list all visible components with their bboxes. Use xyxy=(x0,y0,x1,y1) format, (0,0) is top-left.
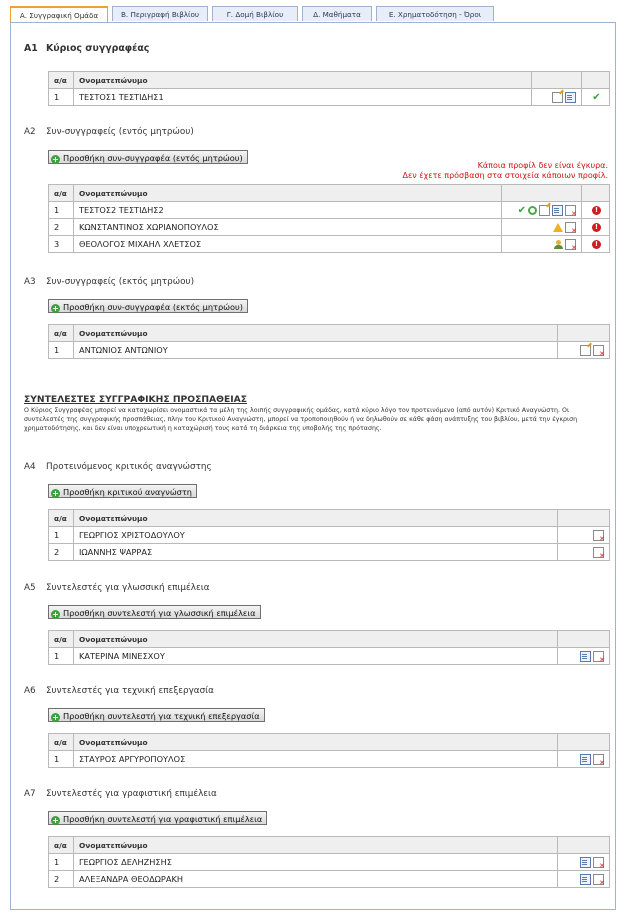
check-icon: ✔ xyxy=(517,204,526,216)
section-a5-header xyxy=(24,583,210,593)
section-a2-header xyxy=(24,127,194,137)
tab-funding-terms[interactable]: Ε. Χρηματοδότηση - Όροι xyxy=(376,6,494,21)
row-num: 3 xyxy=(49,236,74,253)
delete-icon[interactable] xyxy=(593,530,604,541)
button-label: Προσθήκη συν-συγγραφέα (εκτός μητρώου) xyxy=(63,302,243,312)
row-num: 1 xyxy=(49,527,74,544)
table-header-row xyxy=(49,185,610,202)
graphic-editors-table xyxy=(48,836,610,888)
error-icon: ! xyxy=(592,206,601,215)
row-status xyxy=(582,236,610,253)
coauthors-in-registry-table xyxy=(48,184,610,253)
delete-icon[interactable] xyxy=(565,205,576,216)
sync-icon[interactable] xyxy=(528,206,537,215)
col-header-num: α/α xyxy=(49,72,74,89)
section-title: Κύριος συγγραφέας xyxy=(46,43,150,54)
section-code: Α3 xyxy=(24,277,36,287)
row-name: ΓΕΩΡΓΙΟΣ ΔΕΛΗΖΗΣΗΣ xyxy=(74,854,558,871)
row-name: ΤΕΣΤΟΣ2 ΤΕΣΤΙΔΗΣ2 xyxy=(74,202,502,219)
section-code: Α4 xyxy=(24,462,36,472)
section-title: Συντελεστές για γλωσσική επιμέλεια xyxy=(46,583,210,593)
add-graphic-editor-button[interactable] xyxy=(48,811,267,825)
delete-icon[interactable] xyxy=(593,651,604,662)
col-header-status xyxy=(582,185,610,202)
plus-icon: + xyxy=(52,713,59,722)
table-header-row xyxy=(49,510,610,527)
delete-icon[interactable] xyxy=(593,547,604,558)
delete-icon[interactable] xyxy=(593,754,604,765)
tab-authoring-team[interactable]: Α. Συγγραφική Ομάδα xyxy=(10,6,108,23)
section-code: Α6 xyxy=(24,686,36,696)
row-actions xyxy=(532,89,582,106)
col-header-name: Ονοματεπώνυμο xyxy=(74,734,558,751)
tab-courses[interactable]: Δ. Μαθήματα xyxy=(302,6,372,21)
col-header-actions xyxy=(532,72,582,89)
section-code: Α1 xyxy=(24,43,38,54)
row-num: 1 xyxy=(49,648,74,665)
button-label: Προσθήκη συντελεστή για γραφιστική επιμέλεια xyxy=(63,814,263,824)
plus-icon: + xyxy=(52,610,59,619)
col-header-num: α/α xyxy=(49,510,74,527)
table-row xyxy=(49,854,610,871)
section-a7-header xyxy=(24,789,217,799)
view-profile-icon[interactable] xyxy=(580,754,591,765)
col-header-num: α/α xyxy=(49,837,74,854)
table-row xyxy=(49,544,610,561)
view-profile-icon[interactable] xyxy=(580,651,591,662)
col-header-name: Ονοματεπώνυμο xyxy=(74,325,558,342)
user-icon[interactable] xyxy=(554,240,563,249)
table-row xyxy=(49,751,610,768)
col-header-actions xyxy=(558,510,610,527)
row-status xyxy=(582,202,610,219)
col-header-name: Ονοματεπώνυμο xyxy=(74,185,502,202)
table-header-row xyxy=(49,325,610,342)
row-num: 2 xyxy=(49,219,74,236)
tab-book-description[interactable]: Β. Περιγραφή Βιβλίου xyxy=(112,6,208,21)
check-icon: ✔ xyxy=(592,92,601,103)
section-a3-header xyxy=(24,277,194,287)
col-header-name: Ονοματεπώνυμο xyxy=(74,510,558,527)
col-header-name: Ονοματεπώνυμο xyxy=(74,837,558,854)
plus-icon: + xyxy=(52,489,59,498)
section-code: Α5 xyxy=(24,583,36,593)
view-profile-icon[interactable] xyxy=(552,205,563,216)
table-row xyxy=(49,202,610,219)
row-status xyxy=(582,219,610,236)
edit-icon[interactable] xyxy=(580,345,591,356)
edit-icon[interactable] xyxy=(539,205,550,216)
row-actions xyxy=(558,871,610,888)
section-a1-header xyxy=(24,43,149,54)
row-name: ΓΕΩΡΓΙΟΣ ΧΡΙΣΤΟΔΟΥΛΟΥ xyxy=(74,527,558,544)
col-header-num: α/α xyxy=(49,734,74,751)
delete-icon[interactable] xyxy=(593,857,604,868)
col-header-name: Ονοματεπώνυμο xyxy=(74,72,532,89)
col-header-actions xyxy=(502,185,582,202)
contributors-heading: ΣΥΝΤΕΛΕΣΤΕΣ ΣΥΓΓΡΑΦΙΚΗΣ ΠΡΟΣΠΑΘΕΙΑΣ xyxy=(24,394,248,405)
section-title: Προτεινόμενος κριτικός αναγνώστης xyxy=(46,462,212,472)
row-actions xyxy=(558,342,610,359)
delete-icon[interactable] xyxy=(593,345,604,356)
button-label: Προσθήκη συντελεστή για τεχνική επεξεργασία xyxy=(63,711,260,721)
plus-icon: + xyxy=(52,304,59,313)
row-num: 1 xyxy=(49,202,74,219)
row-num: 2 xyxy=(49,871,74,888)
section-a6-header xyxy=(24,686,214,696)
col-header-actions xyxy=(558,631,610,648)
col-header-num: α/α xyxy=(49,631,74,648)
table-row xyxy=(49,871,610,888)
profile-warning-message xyxy=(402,161,608,181)
row-name: ΘΕΟΛΟΓΟΣ ΜΙΧΑΗΛ ΧΛΕΤΣΟΣ xyxy=(74,236,502,253)
view-profile-icon[interactable] xyxy=(580,874,591,885)
row-name: ΑΝΤΩΝΙΟΣ ΑΝΤΩΝΙΟΥ xyxy=(74,342,558,359)
row-actions xyxy=(502,219,582,236)
col-header-name: Ονοματεπώνυμο xyxy=(74,631,558,648)
add-technical-editor-button[interactable] xyxy=(48,708,265,722)
col-header-actions xyxy=(558,325,610,342)
row-actions xyxy=(558,544,610,561)
section-title: Συντελεστές για τεχνική επεξεργασία xyxy=(46,686,214,696)
button-label: Προσθήκη συντελεστή για γλωσσική επιμέλεια xyxy=(63,608,256,618)
section-title: Συν-συγγραφείς (εκτός μητρώου) xyxy=(46,277,195,287)
row-num: 1 xyxy=(49,342,74,359)
add-coauthor-outside-registry-button[interactable] xyxy=(48,299,248,313)
col-header-num: α/α xyxy=(49,185,74,202)
section-a4-header xyxy=(24,462,212,472)
warning-line-invalid: Κάποια προφίλ δεν είναι έγκυρα. xyxy=(477,161,608,170)
table-header-row xyxy=(49,837,610,854)
section-code: Α7 xyxy=(24,789,36,799)
row-name: ΑΛΕΞΑΝΔΡΑ ΘΕΟΔΩΡΑΚΗ xyxy=(74,871,558,888)
plus-icon: + xyxy=(52,155,59,164)
table-row xyxy=(49,219,610,236)
section-code: Α2 xyxy=(24,127,36,137)
tab-book-structure[interactable]: Γ. Δομή Βιβλίου xyxy=(212,6,298,21)
button-label: Προσθήκη συν-συγγραφέα (εντός μητρώου) xyxy=(63,153,243,163)
row-actions xyxy=(502,236,582,253)
table-row xyxy=(49,527,610,544)
main-author-table xyxy=(48,71,610,106)
row-actions xyxy=(558,527,610,544)
section-title: Συν-συγγραφείς (εντός μητρώου) xyxy=(46,127,194,137)
row-name: ΚΩΝΣΤΑΝΤΙΝΟΣ ΧΩΡΙΑΝΟΠΟΥΛΟΣ xyxy=(74,219,502,236)
row-actions xyxy=(502,202,582,219)
table-header-row xyxy=(49,631,610,648)
view-profile-icon[interactable] xyxy=(565,92,576,103)
row-name: ΙΩΑΝΝΗΣ ΨΑΡΡΑΣ xyxy=(74,544,558,561)
table-row xyxy=(49,648,610,665)
row-actions xyxy=(558,854,610,871)
delete-icon[interactable] xyxy=(593,874,604,885)
critical-reader-table xyxy=(48,509,610,561)
delete-icon[interactable] xyxy=(565,239,576,250)
error-icon: ! xyxy=(592,240,601,249)
warning-icon xyxy=(553,223,563,232)
warning-line-access: Δεν έχετε πρόσβαση στα στοιχεία κάποιων προφίλ. xyxy=(402,171,608,180)
row-name: ΤΕΣΤΟΣ1 ΤΕΣΤΙΔΗΣ1 xyxy=(74,89,532,106)
add-language-editor-button[interactable] xyxy=(48,605,261,619)
error-icon: ! xyxy=(592,223,601,232)
add-critical-reader-button[interactable] xyxy=(48,484,197,498)
contributors-description: Ο Κύριος Συγγραφέας μπορεί να καταχωρίσει ονομαστικά τα μέλη της λοιπής συγγραφικής ομάδας, κατά κύριο λόγο τον προτεινόμενο (από αυτόν) Κριτικό Αναγνώστη. Οι συντελεστές της συγγραφικής προσπάθειας, πλην του Κριτικού Αναγνώστη, μπορεί να τροποποιηθούν ή να δηλωθούν σε κάθε φάση ανάπτυξης του βιβλίου, μετά την έγκριση χρηματοδότησης, και δεν είναι υποχρεωτική η καταχώρισή τους κατά τη διάρκεια της υποβολής της πρότασης. xyxy=(24,407,578,432)
col-header-actions xyxy=(558,734,610,751)
edit-icon[interactable] xyxy=(552,92,563,103)
table-row xyxy=(49,236,610,253)
col-header-num: α/α xyxy=(49,325,74,342)
table-row xyxy=(49,89,610,106)
tab-bar xyxy=(10,6,494,22)
language-editors-table xyxy=(48,630,610,665)
coauthors-outside-registry-table xyxy=(48,324,610,359)
add-coauthor-in-registry-button[interactable] xyxy=(48,150,248,164)
table-header-row xyxy=(49,734,610,751)
section-title: Συντελεστές για γραφιστική επιμέλεια xyxy=(46,789,217,799)
row-num: 2 xyxy=(49,544,74,561)
row-actions xyxy=(558,751,610,768)
row-status xyxy=(582,89,610,106)
col-header-status xyxy=(582,72,610,89)
view-profile-icon[interactable] xyxy=(580,857,591,868)
technical-editors-table xyxy=(48,733,610,768)
row-name: ΚΑΤΕΡΙΝΑ ΜΙΝΕΣΧΟΥ xyxy=(74,648,558,665)
row-name: ΣΤΑΥΡΟΣ ΑΡΓΥΡΟΠΟΥΛΟΣ xyxy=(74,751,558,768)
button-label: Προσθήκη κριτικού αναγνώστη xyxy=(63,487,192,497)
row-actions xyxy=(558,648,610,665)
row-num: 1 xyxy=(49,751,74,768)
col-header-actions xyxy=(558,837,610,854)
plus-icon: + xyxy=(52,816,59,825)
delete-icon[interactable] xyxy=(565,222,576,233)
row-num: 1 xyxy=(49,89,74,106)
row-num: 1 xyxy=(49,854,74,871)
table-header-row xyxy=(49,72,610,89)
table-row xyxy=(49,342,610,359)
